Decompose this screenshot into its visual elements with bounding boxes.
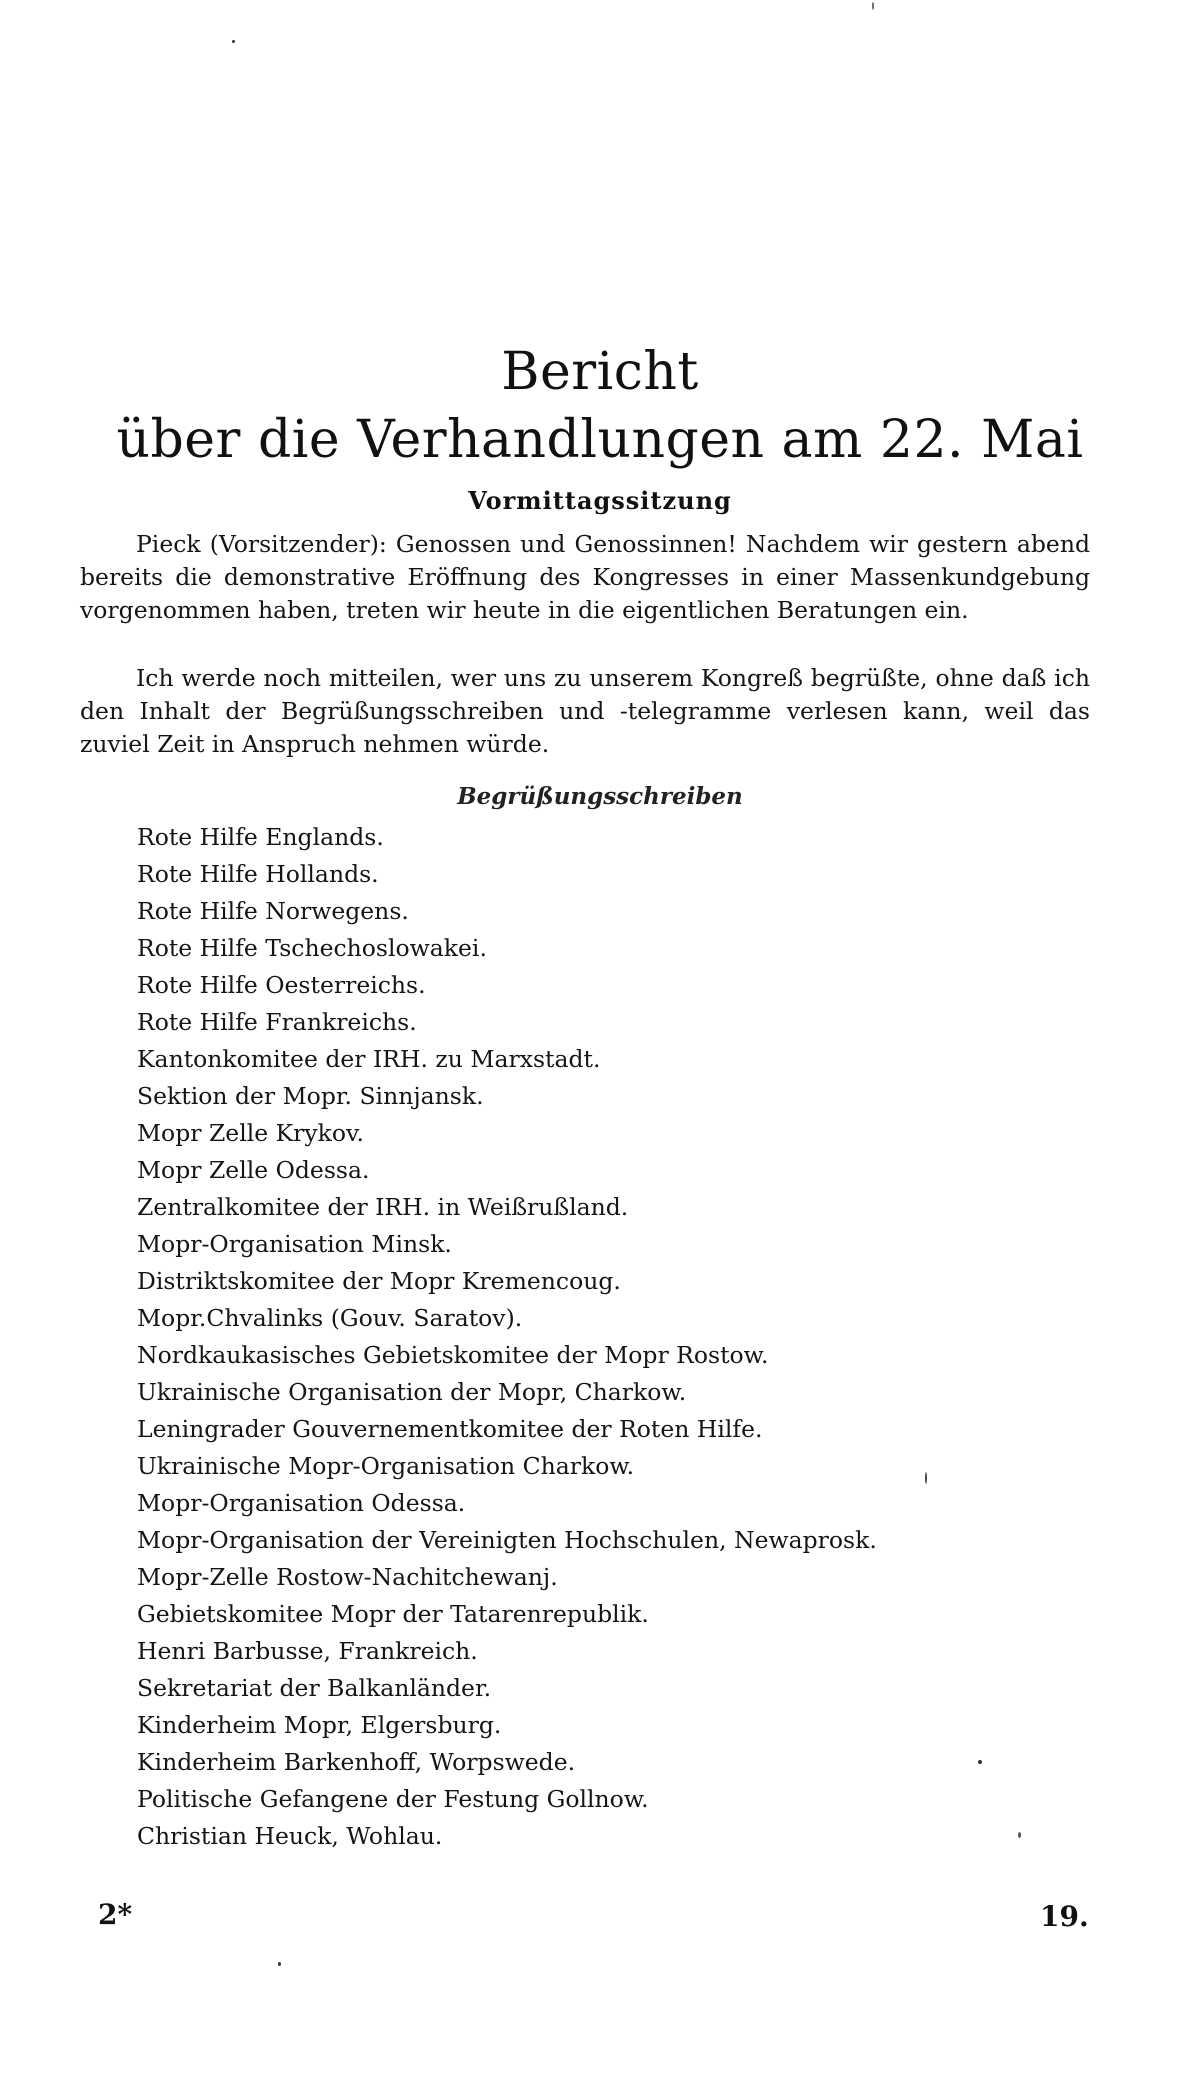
opening-paragraph: Pieck (Vorsitzender): Genossen und Genossinnen! Nachdem wir gestern abend bereits die demonstrative Eröffnung des Kongresses in einer Massenkundgebung vorgenommen haben, treten wir heute in die eigentlichen Beratungen ein.	[80, 530, 1090, 624]
list-item: Gebietskomitee Mopr der Tatarenrepublik.	[137, 1600, 649, 1628]
list-item: Rote Hilfe Tschechoslowakei.	[137, 934, 487, 962]
list-item: Rote Hilfe Norwegens.	[137, 897, 409, 925]
list-item: Rote Hilfe Hollands.	[137, 860, 379, 888]
signature-mark: 2*	[98, 1898, 133, 1931]
print-speck	[925, 1472, 927, 1484]
list-item: Mopr.Chvalinks (Gouv. Saratov).	[137, 1304, 523, 1332]
list-item: Sekretariat der Balkanländer.	[137, 1674, 492, 1702]
list-item: Rote Hilfe Oesterreichs.	[137, 971, 426, 999]
print-speck	[978, 1760, 982, 1764]
list-item: Mopr-Zelle Rostow-Nachitchewanj.	[137, 1563, 558, 1591]
list-item: Mopr-Organisation Minsk.	[137, 1230, 452, 1258]
document-title: Bericht	[501, 342, 699, 402]
print-speck	[278, 1962, 281, 1966]
list-item: Leningrader Gouvernementkomitee der Roten Hilfe.	[137, 1415, 763, 1443]
list-item: Mopr Zelle Odessa.	[137, 1156, 370, 1184]
page-number: 19.	[1040, 1900, 1089, 1933]
list-item: Rote Hilfe Frankreichs.	[137, 1008, 417, 1036]
list-item: Ukrainische Organisation der Mopr, Charkow.	[137, 1378, 687, 1406]
list-item: Sektion der Mopr. Sinnjansk.	[137, 1082, 484, 1110]
list-item: Kinderheim Mopr, Elgersburg.	[137, 1711, 502, 1739]
list-item: Zentralkomitee der IRH. in Weißrußland.	[137, 1193, 629, 1221]
announcement-paragraph: Ich werde noch mitteilen, wer uns zu unserem Kongreß begrüßte, ohne daß ich den Inhalt der Begrüßungsschreiben und -telegramme verlesen kann, weil das zuviel Zeit in Anspruch nehmen würde.	[80, 664, 1090, 758]
list-item: Distriktskomitee der Mopr Kremencoug.	[137, 1267, 621, 1295]
list-item: Ukrainische Mopr-Organisation Charkow.	[137, 1452, 635, 1480]
list-item: Rote Hilfe Englands.	[137, 823, 384, 851]
list-item: Mopr Zelle Krykov.	[137, 1119, 365, 1147]
list-item: Henri Barbusse, Frankreich.	[137, 1637, 478, 1665]
greetings-list	[137, 819, 877, 1855]
list-item: Mopr-Organisation der Vereinigten Hochschulen, Newaprosk.	[137, 1526, 877, 1554]
print-speck	[1018, 1832, 1021, 1838]
document-subtitle: über die Verhandlungen am 22. Mai	[116, 410, 1084, 470]
print-speck	[872, 2, 874, 10]
session-heading: Vormittagssitzung	[468, 486, 732, 515]
list-item: Politische Gefangene der Festung Gollnow.	[137, 1785, 649, 1813]
list-item: Nordkaukasisches Gebietskomitee der Mopr Rostow.	[137, 1341, 769, 1369]
list-item: Kinderheim Barkenhoff, Worpswede.	[137, 1748, 576, 1776]
list-item: Mopr-Organisation Odessa.	[137, 1489, 466, 1517]
list-item: Kantonkomitee der IRH. zu Marxstadt.	[137, 1045, 601, 1073]
list-item: Christian Heuck, Wohlau.	[137, 1822, 443, 1850]
print-speck	[232, 40, 235, 43]
greetings-heading: Begrüßungsschreiben	[457, 783, 743, 810]
